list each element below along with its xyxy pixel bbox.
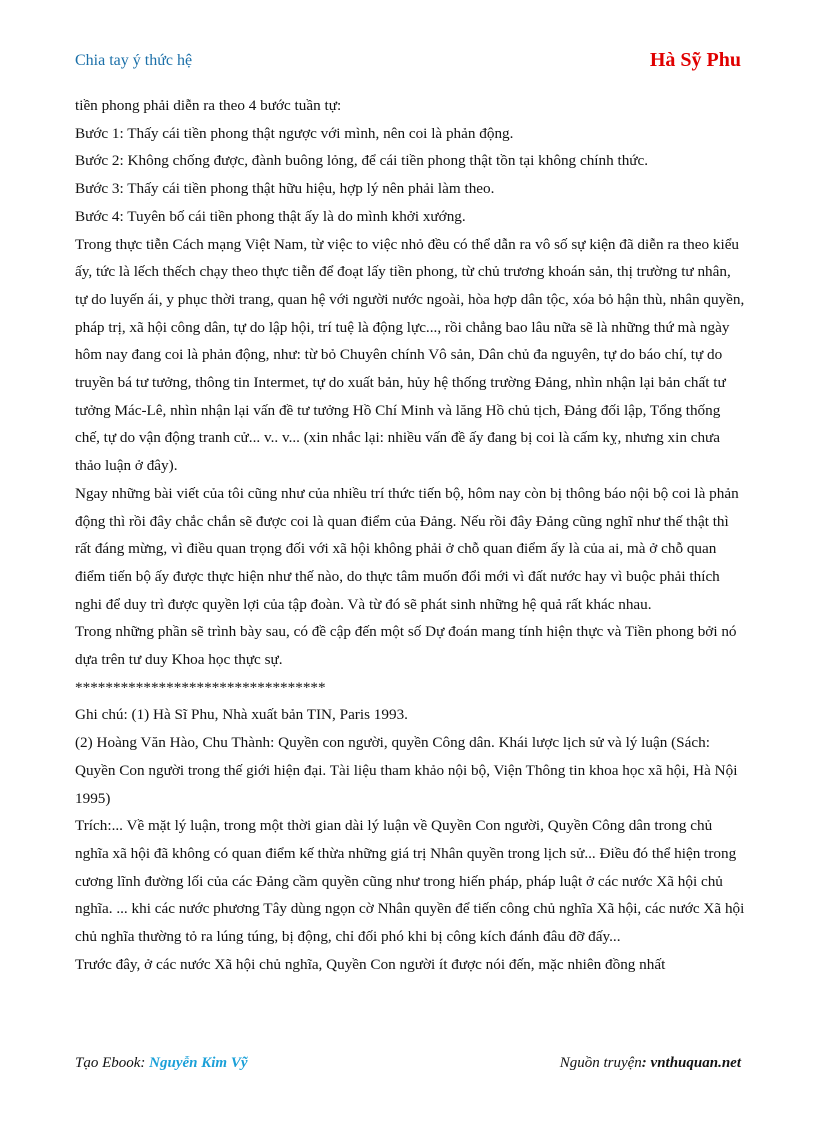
author-name: Hà Sỹ Phu [649,49,741,71]
note-2: (2) Hoàng Văn Hào, Chu Thành: Quyền con người, quyền Công dân. Khái lược lịch sử và lý luận (Sách: Quyền Con người trong thế giới hiện đại. Tài liệu tham khảo nội bộ, Viện Thông tin khoa học xã hội, Hà Nội 1995) [75,734,738,807]
note-1: Ghi chú: (1) Hà Sĩ Phu, Nhà xuất bản TIN, Paris 1993. [75,706,408,724]
footer-source-site: vnthuquan.net [650,1055,741,1071]
quote: Trích:... Về mặt lý luận, trong một thời gian dài lý luận về Quyền Con người, Quyền Công dân trong chủ nghĩa xã hội đã không có quan điểm kế thừa những giá trị Nhân quyền trong lịch sử... Điều đó thể hiện trong cương lĩnh đường lối của các Đảng cầm quyền cũng như trong hiến pháp, pháp luật ở các nước Xã hội chủ nghĩa. ... khi các nước phương Tây dùng ngọn cờ Nhân quyền để tiến công chủ nghĩa Xã hội, các nước Xã hội chủ nghĩa thường tỏ ra lúng túng, bị động, chỉ đối phó khi bị công kích đánh đâu đỡ đấy... [75,817,745,946]
footer-source-label: Nguồn truyện [559,1055,642,1071]
page-body [75,92,745,979]
footer-source-separator: : [641,1055,651,1071]
step-3: Bước 3: Thấy cái tiền phong thật hữu hiệu, hợp lý nên phải làm theo. [75,180,495,198]
footer-ebook-label: Tạo Ebook [75,1055,141,1071]
paragraph: Trong thực tiễn Cách mạng Việt Nam, từ việc to việc nhỏ đều có thể dẫn ra vô số sự kiện đã diễn ra theo kiểu ấy, tức là lếch thếch chạy theo thực tiễn để đoạt lấy tiền phong, từ chủ trương khoán sản, thị trường tư nhân, tự do luyến ái, y phục thời trang, quan hệ với người nước ngoài, hòa hợp dân tộc, xóa bỏ hận thù, nhân quyền, pháp trị, xã hội công dân, tự do lập hội, trí tuệ là động lực..., rồi chẳng bao lâu nữa sẽ là những thứ mà ngày hôm nay đang coi là phản động, như: từ bỏ Chuyên chính Vô sản, Dân chủ đa nguyên, tự do báo chí, tự do truyền bá tư tưởng, thông tin Intermet, tự do xuất bản, hủy hệ thống trường Đảng, nhìn nhận lại bản chất tư tưởng Mác-Lê, nhìn nhận lại vấn đề tư tưởng Hồ Chí Minh và lăng Hồ chủ tịch, Đảng đối lập, Tổng thống chế, tự do vận động tranh cử... v.. v... (xin nhắc lại: nhiều vấn đề ấy đang bị coi là cấm kỵ, nhưng xin chưa thảo luận ở đây). [75,235,745,475]
book-title: Chia tay ý thức hệ [75,52,193,69]
paragraph: Ngay những bài viết của tôi cũng như của nhiều trí thức tiến bộ, hôm nay còn bị thông báo nội bộ coi là phản động thì rồi đây chắc chắn sẽ được coi là quan điểm của Đảng. Nếu rồi đây Đảng cũng nghĩ như thế thật thì rất đáng mừng, vì điều quan trọng đối với xã hội không phải ở chỗ quan điểm ấy là của ai, mà ở chỗ quan điểm tiến bộ ấy được thực hiện như thế nào, do thực tâm muốn đổi mới vì đất nước hay vì buộc phải thích nghi để duy trì được quyền lợi của tập đoàn. Và từ đó sẽ phát sinh những hệ quả rất khác nhau. [75,484,739,613]
footer-ebook-credit [75,1055,248,1072]
paragraph: Trước đây, ở các nước Xã hội chủ nghĩa, Quyền Con người ít được nói đến, mặc nhiên đồng nhất [75,955,666,973]
separator-stars: ********************************* [75,678,326,696]
step-1: Bước 1: Thấy cái tiền phong thật ngược với mình, nên coi là phản động. [75,124,514,142]
paragraph: tiền phong phải diễn ra theo 4 bước tuần tự: [75,97,342,114]
step-4: Bước 4: Tuyên bố cái tiền phong thật ấy là do mình khởi xướng. [75,207,466,225]
footer-source-credit [560,1055,741,1072]
footer-ebook-creator: Nguyễn Kim Vỹ [149,1055,248,1071]
step-2: Bước 2: Không chống được, đành buông lỏng, để cái tiền phong thật tồn tại không chính thức. [75,152,649,170]
footer-ebook-separator: : [140,1055,150,1071]
paragraph: Trong những phần sẽ trình bày sau, có đề cập đến một số Dự đoán mang tính hiện thực và Tiền phong bởi nó dựa trên tư duy Khoa học thực sự. [75,623,737,669]
